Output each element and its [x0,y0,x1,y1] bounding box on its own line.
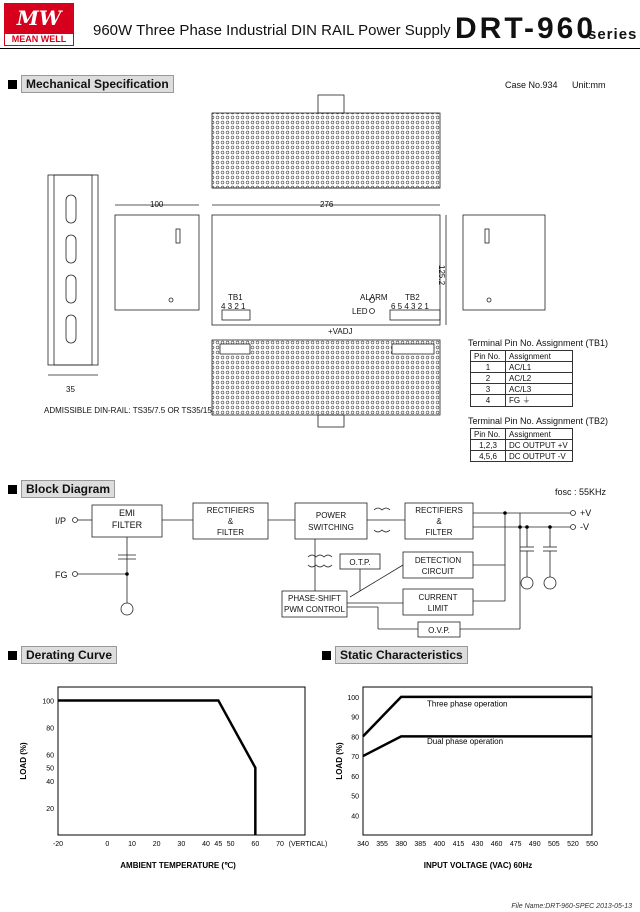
vplus-label: +V [580,508,592,518]
dim-125: 125.2 [437,265,446,286]
emi-filter-label: EMI FILTER [111,508,143,530]
derating-series-line [58,700,255,835]
document-title: 960W Three Phase Industrial DIN RAIL Power Supply [93,22,451,39]
x-tick-label: 385 [414,841,427,848]
power-switching-label: POWER SWITCHING [308,511,354,532]
mean-well-logo [4,3,74,47]
x-tick-label: 70 [276,841,284,848]
x-tick-label: 50 [226,841,235,848]
x-tick-label: 550 [586,841,598,848]
x-tick-label: 60 [251,841,260,848]
x-extra-label: (VERTICAL) [288,841,328,848]
y-tick-label: 80 [46,725,54,733]
tb2-table [470,428,573,462]
x-tick-label: 400 [433,841,446,848]
y-tick-label: 100 [42,698,54,706]
table-row: 3 AC/L3 [471,384,573,395]
header-divider [0,48,640,49]
y-tick-label: 50 [46,765,54,773]
y-tick-label: 20 [46,806,54,814]
rectifier1-label: RECTIFIERS & FILTER [206,506,255,537]
x-tick-label: -20 [52,841,64,848]
case-number: Case No.934 [505,80,558,90]
x-tick-label: 415 [452,841,465,848]
tb1-table-title: Terminal Pin No. Assignment (TB1) [468,338,609,348]
table-row: 1 AC/L1 [471,362,573,373]
y-tick-label: 40 [351,813,359,821]
bottom-view [212,340,440,427]
x-tick-label: 45 [214,841,223,848]
otp-label: O.T.P. [349,558,371,567]
x-tick-label: 460 [490,841,503,848]
x-tick-label: 505 [547,841,560,848]
y-tick-label: 60 [46,752,54,760]
y-tick-label: 100 [347,694,359,702]
series-label: series [588,26,638,43]
led-label: LED [352,307,368,316]
y-tick-label: 70 [351,754,359,762]
fosc-label: fosc : 55KHz [555,487,607,497]
fg-label: FG [55,570,68,580]
derating-heading: Derating Curve [8,646,117,664]
detection-label: DETECTION CIRCUIT [414,556,462,576]
y-tick-label: 60 [351,773,359,781]
x-axis-label: AMBIENT TEMPERATURE (℃) [120,861,236,870]
y-axis-label: LOAD (%) [19,742,28,780]
plot-frame [58,687,305,835]
x-tick-label: 475 [509,841,522,848]
dim-276: 276 [320,200,334,209]
unit-label: Unit:mm [572,80,606,90]
tb2-label: TB2 [405,293,420,302]
tb1-header-assign: Assignment [506,351,573,362]
ip-label: I/P [55,516,67,526]
y-tick-label: 50 [351,793,359,801]
table-row: 1,2,3 DC OUTPUT +V [471,440,573,451]
model-name: DRT-960 [455,12,597,45]
pwm-control-label: PHASE-SHIFT PWM CONTROL [284,594,345,614]
dim-35: 35 [66,385,75,394]
derating-chart [0,665,328,880]
x-tick-label: 520 [567,841,579,848]
x-tick-label: 20 [152,841,161,848]
x-tick-label: 490 [528,841,541,848]
plot-frame [363,687,592,835]
vadj-label: +VADJ [328,327,353,336]
logo-text: MEAN WELL [4,33,74,46]
series-label-2: Dual phase operation [427,737,504,747]
table-row: 2 AC/L2 [471,373,573,384]
current-limit-label: CURRENT LIMIT [418,593,458,613]
ovp-label: O.V.P. [428,626,450,635]
din-rail-note: ADMISSIBLE DIN-RAIL: TS35/7.5 OR TS35/15 [44,406,212,415]
x-tick-label: 380 [395,841,408,848]
y-tick-label: 40 [46,779,54,787]
x-tick-label: 30 [177,841,186,848]
static-heading: Static Characteristics [322,646,468,664]
tb2-numbers: 6 5 4 3 2 1 [391,302,429,311]
logo-mark: MW [4,3,74,33]
y-tick-label: 90 [351,714,359,722]
din-rail-view [48,175,98,375]
block-diagram-heading: Block Diagram [8,480,115,498]
y-axis-label: LOAD (%) [335,742,344,780]
x-tick-label: 340 [357,841,369,848]
dim-100: 100 [150,200,164,209]
x-tick-label: 40 [202,841,210,848]
series-label-1: Three phase operation [427,699,508,709]
alarm-label: ALARM [360,293,388,302]
table-row: 4 FG ⏚ [471,395,573,407]
tb1-header-pin: Pin No. [471,351,506,362]
tb2-table-title: Terminal Pin No. Assignment (TB2) [468,416,609,426]
x-axis-label: INPUT VOLTAGE (VAC) 60Hz [423,861,533,870]
right-side-view [463,215,545,310]
tb2-header-assign: Assignment [506,429,573,440]
x-tick-label: 430 [471,841,484,848]
tb2-header-pin: Pin No. [471,429,506,440]
top-view [212,95,440,188]
table-row: 4,5,6 DC OUTPUT -V [471,451,573,462]
tb1-table [470,350,573,407]
y-tick-label: 80 [351,734,359,742]
tb1-label: TB1 [228,293,243,302]
tb1-numbers: 4 3 2 1 [221,302,246,311]
file-name-footer: File Name:DRT-960-SPEC 2013-05-13 [511,903,632,910]
left-side-view [115,205,199,310]
mechanical-heading: Mechanical Specification [8,75,174,93]
x-tick-label: 10 [128,841,136,848]
static-chart [320,665,640,880]
rectifier2-label: RECTIFIERS & FILTER [415,506,463,537]
vminus-label: -V [580,522,589,532]
x-tick-label: 355 [376,841,388,848]
x-tick-label: 0 [105,841,110,848]
